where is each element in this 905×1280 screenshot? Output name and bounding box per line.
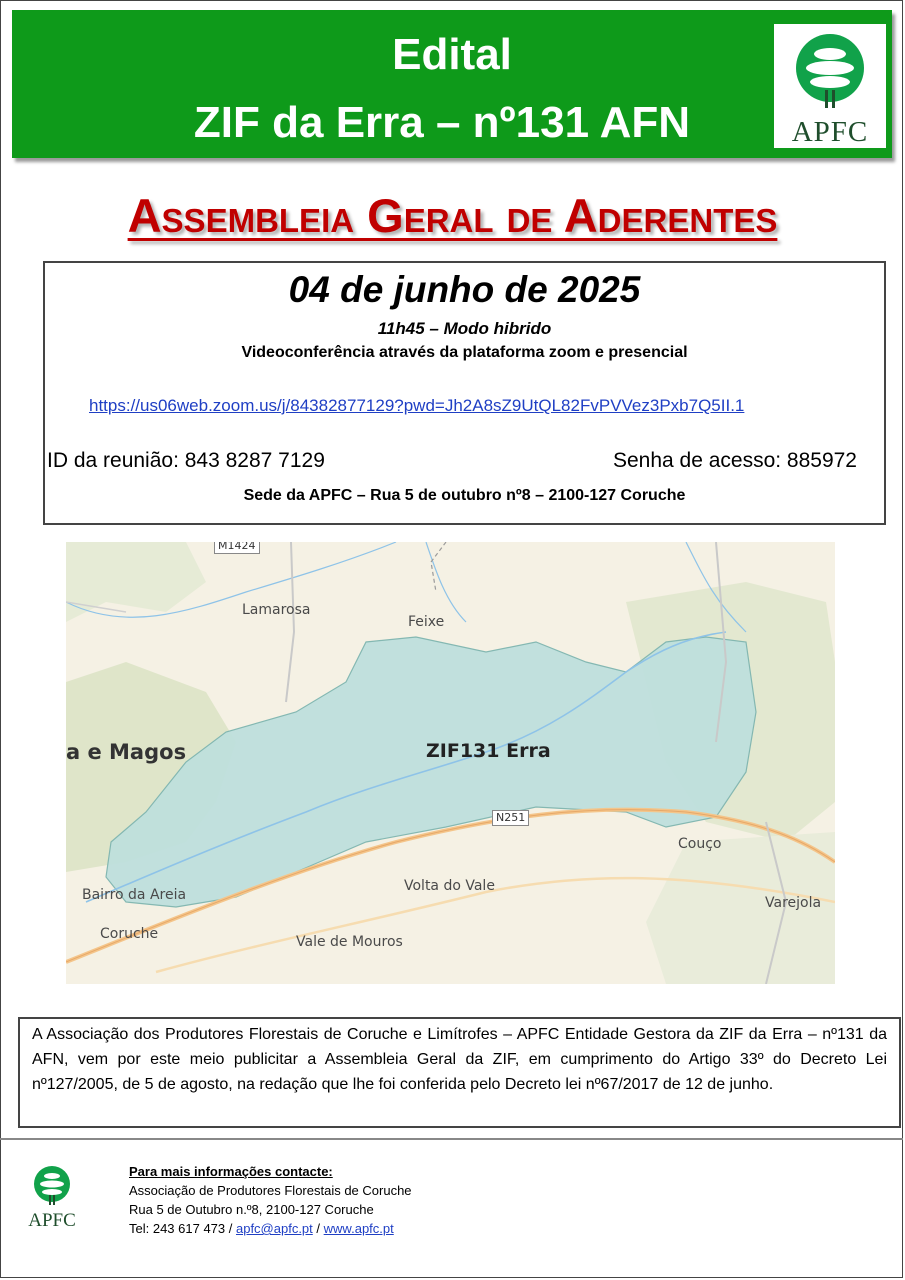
place-magos: a e Magos xyxy=(66,740,187,764)
footer-logo-text: APFC xyxy=(28,1210,76,1231)
road-n251: N251 xyxy=(492,810,529,826)
place-couco: Couço xyxy=(678,836,722,852)
logo-text: APFC xyxy=(791,116,869,148)
meeting-info-box xyxy=(43,261,886,525)
email-link[interactable]: apfc@apfc.pt xyxy=(235,1221,313,1236)
header-subtitle: ZIF da Erra – nº131 AFN xyxy=(193,98,691,147)
meeting-password: Senha de acesso: 885972 xyxy=(612,449,857,472)
meeting-id: ID da reunião: 843 8287 7129 xyxy=(47,449,325,472)
place-varejola: Varejola xyxy=(765,895,822,911)
place-coruche: Coruche xyxy=(100,926,159,942)
meeting-time: 11h45 – Modo hibrido xyxy=(377,319,552,338)
place-volta-do-vale: Volta do Vale xyxy=(404,878,495,894)
tree-icon xyxy=(794,32,866,114)
meeting-platform: Videoconferência através da plataforma zoom e presencial xyxy=(241,344,688,361)
description-box: A Associação dos Produtores Florestais de Coruche e Limítrofes – APFC Entidade Gestora da ZIF da Erra – nº131 da AFN, vem por este meio publicitar a Assembleia Geral da ZIF, em cumprimento do Artigo 33º do Decreto Lei nº127/2005, de 5 de agosto, na redação que lhe foi conferida pelo Decreto lei nº67/2017 de 12 de junho. xyxy=(18,1017,901,1128)
header-banner xyxy=(12,10,892,158)
contact-separator: / xyxy=(316,1221,321,1236)
contact-line xyxy=(129,1219,412,1238)
contact-info xyxy=(129,1162,412,1238)
zone-label: ZIF131 Erra xyxy=(426,740,551,762)
contact-tel: Tel: 243 617 473 / xyxy=(129,1221,233,1236)
footer-tree-icon xyxy=(22,1162,82,1212)
apfc-logo xyxy=(774,24,886,148)
footer-logo xyxy=(22,1162,82,1234)
zoom-link[interactable]: https://us06web.zoom.us/j/84382877129?pwd=Jh2A8sZ9UtQL82FvPVVez3Pxb7Q5II.1 xyxy=(89,396,745,415)
zif-map xyxy=(66,542,835,984)
meeting-date: 04 de junho de 2025 xyxy=(288,269,641,310)
header-title: Edital xyxy=(392,30,512,79)
meeting-address: Sede da APFC – Rua 5 de outubro nº8 – 2100-127 Coruche xyxy=(243,487,686,504)
place-vale-de-mouros: Vale de Mouros xyxy=(296,934,403,950)
website-link[interactable]: www.apfc.pt xyxy=(323,1221,394,1236)
place-feixe: Feixe xyxy=(408,614,445,630)
place-lamarosa: Lamarosa xyxy=(242,602,311,618)
place-bairro-da-areia: Bairro da Areia xyxy=(82,887,187,903)
contact-heading: Para mais informações contacte: xyxy=(129,1164,333,1179)
road-m1424: M1424 xyxy=(214,542,260,554)
contact-address: Rua 5 de Outubro n.º8, 2100-127 Coruche xyxy=(129,1202,374,1217)
page-title: Assembleia Geral de Aderentes xyxy=(127,189,778,242)
footer-divider xyxy=(0,1138,903,1140)
contact-org: Associação de Produtores Florestais de Coruche xyxy=(129,1183,412,1198)
